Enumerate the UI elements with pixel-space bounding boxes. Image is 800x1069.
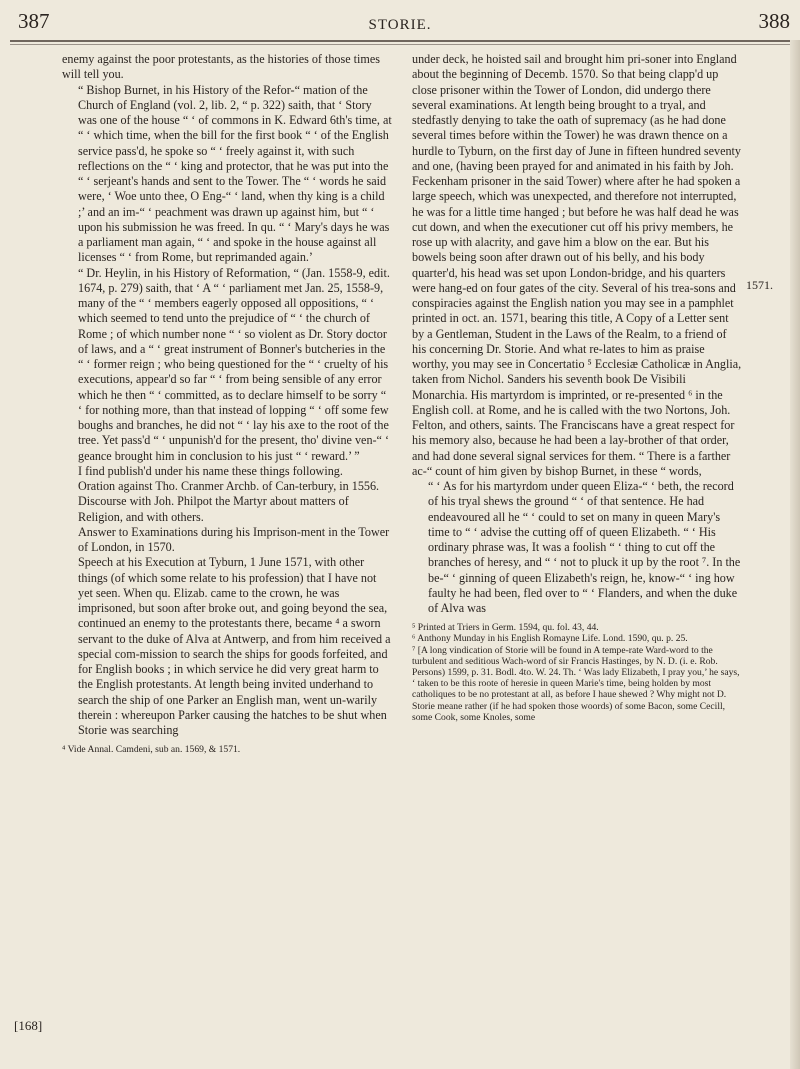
left-column	[62, 52, 393, 755]
works-item: Oration against Tho. Cranmer Archb. of Can-terbury, in 1556.	[78, 479, 380, 493]
footnote: ⁵ Printed at Triers in Germ. 1594, qu. fol. 43, 44.	[412, 622, 599, 634]
paragraph: enemy against the poor protestants, as the histories of those times will tell you.	[62, 52, 380, 82]
footnotes-right	[412, 622, 743, 723]
quote-burnet-2: “ ‘ As for his martyrdom under queen Eliza-“ ‘ beth, the record of his tryal shews the ground “ ‘ of that sentence. He had endeavoured all he “ ‘ could to set on many in queen Mary's time to “ ‘ advise the cutting off of queen Elizabeth. “ ‘ His ordinary phrase was, It was a foolish “ ‘ thing to cut off the branches of heresy, and “ ‘ not to pluck it up by the root ⁷. In the be-“ ‘ ginning of queen Elizabeth's reign, he, know-“ ‘ ing how faulty he had been, fled over to “ ‘ Flanders, and when the duke of Alva was	[428, 479, 741, 615]
works-item: Discourse with Joh. Philpot the Martyr about matters of Religion, and with others.	[78, 494, 349, 524]
margin-note-left: [168]	[14, 1018, 43, 1033]
footnotes-left	[62, 744, 393, 755]
running-title: STORIE.	[368, 17, 432, 33]
paragraph: Speech at his Execution at Tyburn, 1 June 1571, with other things (of which some relate to his profession) that I have not yet seen. When qu. Elizab. came to the crown, he was imprisoned, but soon after broke out, and going beyond the sea, continued an enemy to the protestants there, became ⁴ a sworn servant to the duke of Alva at Antwerp, and from him received a special com-mission to search the ships for goods forfeited, and for English books ; in which service he did very great harm to the English protestants. At length being invited underhand to search the ship of one Parker an English man, went un-warily therein : whereupon Parker causing the hatches to be shut when Storie was searching	[78, 555, 391, 737]
quote-burnet: “ Bishop Burnet, in his History of the Refor-“ mation of the Church of England (vol. 2, lib. 2, “ p. 322) saith, that ‘ Story was one of the house “ ‘ of commons in K. Edward 6th's time, at “ ‘ which time, when the bill for the first book “ ‘ of the English service pass'd, he spoke so “ ‘ freely against it, with such reflections on the “ ‘ king and protector, that he was put into the “ ‘ serjeant's hands and sent to the Tower. The “ ‘ words he said were, ‘ Woe unto thee, O Eng-“ ‘ land, when thy king is a child ;’ and an im-“ ‘ peachment was drawn up against him, but “ ‘ upon his submission he was freed. In qu. “ ‘ Mary's days he was a parliament man again, “ ‘ and spoke in the house against all licenses “ ‘ from Rome, but reprimanded again.’	[78, 82, 392, 265]
footnote: ⁴ Vide Annal. Camdeni, sub an. 1569, & 1571.	[62, 744, 241, 756]
right-column	[412, 52, 743, 723]
page-number-left: 387	[18, 9, 50, 33]
paragraph: under deck, he hoisted sail and brought him pri-soner into England about the beginning of Decemb. 1570. So that being clapp'd up close prisoner within the Tower of London, did undergo there several examinations. At length being brought to a tryal, and stedfastly denying to take the oath of supremacy (as he had done several times before within the Tower) he was drawn thence on a hurdle to Tyburn, on the first day of June in fifteen hundred seventy and one, (having been prayed for and animated in his faith by Joh. Feckenham prisoner in the said Tower) where after he had spoken a large speech, which was unexpected, and therefore not interrupted, he was for a little time hanged ; but before he was half dead he was cut down, and when the executioner cut off his privy members, he rose up with alacrity, and gave him a blow on the ear. But his bowels being soon after drawn out of his belly, and his body quarter'd, his head was set upon London-bridge, and his quarters were hang-ed on four gates of the city. Several of his trea-sons and conspiracies against the English nation you may see in a pamphlet printed in oct. an. 1571, bearing this title, A Copy of a Letter sent by a Gentleman, Student in the Laws of the Realm, to a friend of his concerning Dr. Storie. And what re-lates to him as praise worthy, you may see in Concertatio ⁵ Ecclesiæ Catholicæ in Anglia, taken from Nichol. Sanders his seventh book De Visibili Monarchia. His martyrdom is imprinted, or re-presented ⁶ in the English coll. at Rome, and he is called with the two Nortons, Joh. Felton, and others, saints. The Franciscans have a great respect for his memory also, because he had been a lay-brother of that order, and had done several signal services for them. “ There is a farther ac-“ count of him given by bishop Burnet, in these “ words,	[412, 52, 742, 478]
header-rule	[10, 40, 790, 42]
works-item: Answer to Examinations during his Imprison-ment in the Tower of London, in 1570.	[78, 524, 390, 554]
margin-year: 1571.	[746, 278, 773, 292]
page-edge	[790, 40, 800, 1069]
footnote: ⁷ [A long vindication of Storie will be found in A tempe-rate Ward-word to the turbulent and seditious Wach-word of sir Francis Hastinges, by N. D. (i. e. Rob. Persons) 1599, p. 31. Bodl. 4to. W. 24. Th. ‘ Was lady Elizabeth, I pray you,’ he says, ‘ taken to be this roote of heresie in queen Marie's time, being holden by most catholiques to be no protestant at all, as before I haue shewed ? Why might not D. Storie meane rather (if he had spoken those woords) of some Bacon, some Cecill, some Cook, some Knoles, some	[412, 644, 740, 723]
header-rule-thin	[10, 44, 790, 45]
page-number-right: 388	[758, 9, 790, 33]
quote-heylin: “ Dr. Heylin, in his History of Reformation, “ (Jan. 1558-9, edit. 1674, p. 279) saith, that ‘ A “ ‘ parliament met Jan. 25, 1558-9, many of the “ ‘ members eagerly opposed all oppositions, “ ‘ which seemed to tend unto the prejudice of “ ‘ the church of Rome ; of which number none “ ‘ so violent as Dr. Story doctor of laws, and a “ ‘ great instrument of Bonner's butcheries in the “ ‘ former reign ; who being questioned for the “ ‘ cruelty of his executions, appear'd so far “ ‘ from being sensible of any error which he then “ ‘ committed, as to declare himself to be sorry “ ‘ for nothing more, than that instead of lopping “ ‘ off some few boughs and branches, he did not “ ‘ lay his axe to the root of the tree. Yet pass'd “ ‘ unpunish'd for the present, tho' divine ven-“ ‘ geance brought him in conclusion to his just “ ‘ reward.’ ”	[78, 265, 390, 463]
paragraph: I find publish'd under his name these things following.	[78, 463, 343, 478]
footnote: ⁶ Anthony Munday in his English Romayne Life. Lond. 1590, qu. p. 25.	[412, 633, 688, 645]
